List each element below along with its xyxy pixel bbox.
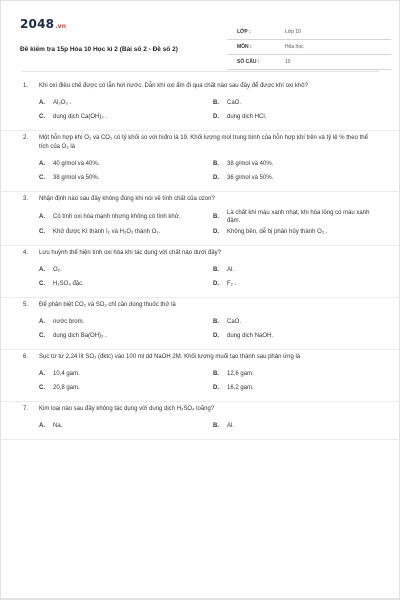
question-body: Sục từ từ 2,24 lít SO₂ (đktc) vào 100 ml dd NaOH 2M. Khối lượng muối tạo thành sau phản ứng là [39, 354, 301, 360]
question-6 [1, 350, 400, 402]
question-text [23, 134, 379, 152]
option-letter: D. [213, 175, 219, 181]
answer-option[interactable] [213, 277, 379, 291]
option-letter: A. [39, 423, 45, 429]
option-letter: C. [39, 114, 45, 120]
answer-option[interactable] [213, 329, 379, 343]
info-row-question-count [227, 55, 391, 70]
answer-option[interactable] [39, 315, 205, 329]
answer-options [23, 209, 379, 239]
option-text: dung dịch NaOH. [227, 333, 274, 339]
answer-options [23, 263, 379, 291]
option-text: Có tính oxi hóa mạnh nhưng không có tính khử. [53, 214, 181, 220]
question-number: 3. [23, 196, 29, 202]
option-text: 36 g/mol và 50%. [227, 175, 274, 181]
answer-option[interactable] [213, 225, 379, 239]
answer-option[interactable] [213, 110, 379, 124]
answer-option[interactable] [39, 157, 205, 171]
question-2 [1, 131, 400, 192]
answer-option[interactable] [39, 367, 205, 381]
exam-info-panel [227, 25, 391, 70]
option-text: dung dịch HCl. [227, 114, 267, 120]
option-letter: D. [213, 114, 219, 120]
logo-suffix: .vn [55, 23, 67, 30]
question-4 [1, 246, 400, 298]
question-5 [1, 298, 400, 350]
answer-option[interactable] [213, 209, 379, 225]
answer-option[interactable] [39, 209, 205, 225]
option-letter: A. [39, 161, 45, 167]
answer-option[interactable] [213, 263, 379, 277]
answer-option[interactable] [39, 263, 205, 277]
info-value: 10 [285, 59, 291, 65]
option-text: CaO. [227, 100, 242, 106]
option-letter: C. [39, 333, 45, 339]
option-text: H₂SO₄ đặc. [53, 281, 84, 287]
info-value: Lớp 10 [285, 29, 301, 35]
question-text [23, 82, 379, 91]
info-label: LỚP : [237, 29, 251, 35]
info-value: Hóa học [285, 44, 304, 50]
option-letter: C. [39, 175, 45, 181]
answer-option[interactable] [213, 419, 379, 433]
option-text: Là chất khí màu xanh nhạt, khi hóa lỏng có màu xanh đậm. [227, 210, 370, 224]
answer-option[interactable] [39, 171, 205, 185]
answer-option[interactable] [39, 225, 205, 239]
option-text: Al. [227, 267, 235, 273]
option-text: Al. [227, 423, 235, 429]
option-text: dung dịch Ca(OH)₂ . [53, 114, 108, 120]
answer-option[interactable] [213, 171, 379, 185]
answer-options [23, 157, 379, 185]
answer-options [23, 315, 379, 343]
option-text: Na. [53, 423, 63, 429]
option-letter: B. [213, 100, 219, 106]
option-text: nước brom. [53, 319, 85, 325]
question-number: 6. [23, 354, 29, 360]
option-letter: B. [213, 371, 219, 377]
option-letter: D. [213, 385, 219, 391]
page-bottom-border [1, 598, 399, 599]
answer-option[interactable] [213, 381, 379, 395]
option-text: 38 g/mol và 40%. [227, 161, 274, 167]
option-text: 40 g/mol và 40%. [53, 161, 100, 167]
option-letter: D. [213, 229, 219, 235]
question-body: Để phân biệt CO₂ và SO₂ chỉ cần dùng thuốc thử là [39, 302, 176, 308]
option-text: 12,6 gam. [227, 371, 254, 377]
answer-option[interactable] [213, 315, 379, 329]
answer-option[interactable] [39, 381, 205, 395]
option-letter: D. [213, 333, 219, 339]
option-text: CaO. [227, 319, 242, 325]
answer-option[interactable] [39, 110, 205, 124]
header-divider [21, 71, 379, 72]
option-text: 20,8 gam. [53, 385, 80, 391]
option-text: Khử được KI thành I₂ và H₂O₂ thành O₂. [53, 229, 161, 235]
answer-option[interactable] [39, 96, 205, 110]
question-number: 7. [23, 406, 29, 412]
question-body: Kim loại nào sau đây không tác dụng với dung dịch H₂SO₄ loãng? [39, 406, 215, 412]
option-text: 38 g/mol và 50%. [53, 175, 100, 181]
option-letter: A. [39, 371, 45, 377]
info-label: SỐ CÂU : [237, 59, 260, 65]
info-row-class [227, 25, 391, 40]
answer-options [23, 419, 379, 433]
question-body: Khi oxi điều chế được có lẫn hơi nước. Dẫn khí oxi ẩm đi qua chất nào sau đây để được khí oxi khô? [39, 83, 308, 89]
option-letter: B. [213, 267, 219, 273]
option-letter: D. [213, 281, 219, 287]
answer-option[interactable] [39, 419, 205, 433]
option-letter: A. [39, 100, 45, 106]
option-letter: B. [213, 161, 219, 167]
option-text: Không bền, dễ bị phân hủy thành O₂ . [227, 229, 328, 235]
question-7 [1, 402, 400, 440]
option-letter: A. [39, 267, 45, 273]
exam-title: Đề kiểm tra 15p Hóa 10 Học kì 2 (Bài số 2 - Đề số 2) [20, 46, 178, 53]
answer-option[interactable] [213, 157, 379, 171]
option-letter: B. [213, 214, 219, 220]
logo-main: 2048 [20, 17, 55, 31]
option-text: O₂. [53, 267, 62, 273]
answer-option[interactable] [213, 96, 379, 110]
info-row-subject [227, 40, 391, 55]
option-text: 16,2 gam. [227, 385, 254, 391]
question-3 [1, 192, 400, 246]
option-text: 10,4 gam. [53, 371, 80, 377]
option-text: F₂ . [227, 281, 237, 287]
question-text [23, 353, 379, 362]
header [11, 11, 391, 63]
question-number: 1. [23, 83, 29, 89]
question-body: Nhận định nào sau đây không đúng khi nói về tính chất của ozon? [39, 196, 215, 202]
question-1 [1, 79, 400, 131]
option-letter: A. [39, 319, 45, 325]
option-letter: B. [213, 423, 219, 429]
question-text [23, 249, 379, 258]
answer-options [23, 367, 379, 395]
question-number: 4. [23, 250, 29, 256]
answer-option[interactable] [39, 277, 205, 291]
answer-option[interactable] [39, 329, 205, 343]
question-text [23, 405, 379, 414]
option-text: Al₂O₃ . [53, 100, 72, 106]
question-list [1, 79, 400, 440]
option-letter: C. [39, 385, 45, 391]
info-label: MÔN : [237, 44, 252, 50]
option-letter: C. [39, 281, 45, 287]
question-body: Lưu huỳnh thể hiện tính oxi hóa khi tác dụng với chất nào dưới đây? [39, 250, 222, 256]
answer-option[interactable] [213, 367, 379, 381]
question-number: 2. [23, 135, 29, 141]
option-letter: C. [39, 229, 45, 235]
answer-options [23, 96, 379, 124]
site-logo[interactable] [20, 17, 66, 31]
question-text [23, 195, 379, 204]
question-text [23, 301, 379, 310]
question-body: Một hỗn hợp khí O₂ và CO₂ có tỷ khối so với hiđro là 19. Khối lượng mol trung bình của hỗn hợp khí trên và tỷ lệ % theo thể tích của O₂ là [39, 135, 368, 150]
question-number: 5. [23, 302, 29, 308]
option-letter: A. [39, 214, 45, 220]
option-letter: B. [213, 319, 219, 325]
option-text: dung dịch Ba(OH)₂ . [53, 333, 107, 339]
